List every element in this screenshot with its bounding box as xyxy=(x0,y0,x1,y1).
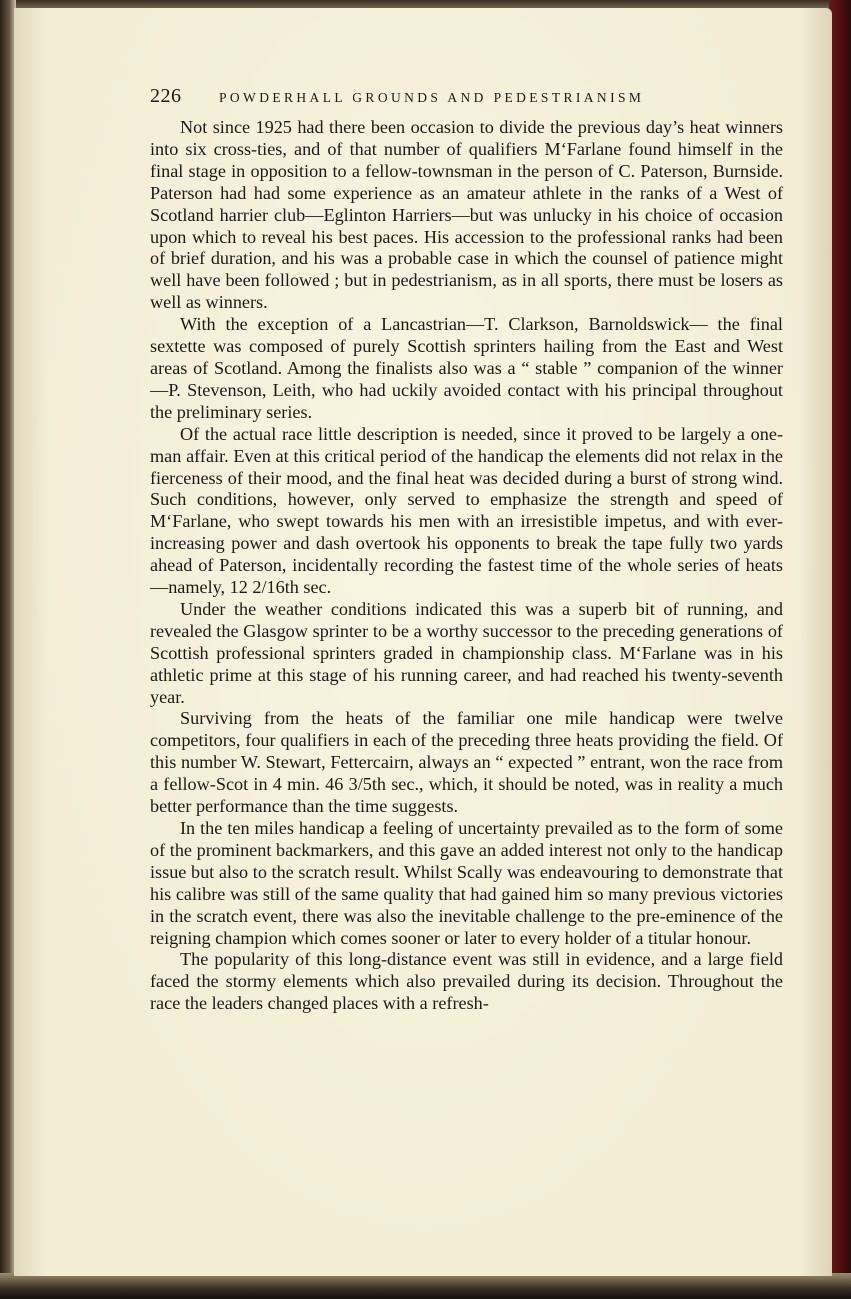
running-head: POWDERHALL GROUNDS AND PEDESTRIANISM xyxy=(219,90,645,105)
page-header xyxy=(150,85,750,113)
paragraph: In the ten miles handicap a feeling of uncertainty prevailed as to the form of some of the prominent backmarkers, and this gave an added interest not only to the handicap issue but also to the scratch result. Whilst Scally was endeavouring to demonstrate that his calibre was still of the same quality that had gained him so many previous victories in the scratch event, there was also the inevitable challenge to the pre-eminence of the reigning champion which comes sooner or later to every holder of a titular honour. xyxy=(150,818,783,948)
paragraph: Not since 1925 had there been occasion to divide the previous day’s heat winners into six cross-ties, and of that number of qualifiers M‘Farlane found himself in the final stage in opposition to a fellow-townsman in the person of C. Paterson, Burnside. Paterson had had some experience as an amateur athlete in the ranks of a West of Scotland harrier club—Eglinton Harriers—but was unlucky in his choice of occasion upon which to reveal his best paces. His accession to the professional ranks had been of brief duration, and his was a probable case in which the counsel of patience might well have been followed ; but in pedestrianism, as in all sports, there must be losers as well as winners. xyxy=(150,117,783,313)
paragraph: Of the actual race little description is needed, since it proved to be largely a one-man affair. Even at this critical period of the handicap the elements did not relax in the fierceness of their mood, and the final heat was decided during a burst of strong wind. Such conditions, however, only served to emphasize the strength and speed of M‘Farlane, who swept towards his men with an irresistible impetus, and with ever-increasing power and dash overtook his opponents to break the tape fully two yards ahead of Paterson, incidentally recording the fastest time of the whole series of heats—namely, 12 2/16th sec. xyxy=(150,423,783,598)
page-number: 226 xyxy=(150,85,182,107)
body-text xyxy=(150,117,783,1015)
paragraph: Surviving from the heats of the familiar one mile handicap were twelve competitors, four qualifiers in each of the preceding three heats providing the field. Of this number W. Stewart, Fettercairn, always an “ expected ” entrant, won the race from a fellow-Scot in 4 min. 46 3/5th sec., which, it should be noted, was in reality a much better performance than the time suggests. xyxy=(150,708,783,817)
paragraph: The popularity of this long-distance event was still in evidence, and a large field faced the stormy elements which also prevailed during its decision. Throughout the race the leaders changed places with a refresh- xyxy=(150,949,783,1014)
paragraph: Under the weather conditions indicated this was a superb bit of running, and revealed the Glasgow sprinter to be a worthy successor to the preceding generations of Scottish professional sprinters graded in championship class. M‘Farlane was in his athletic prime at this stage of his running career, and had reached his twenty-seventh year. xyxy=(150,598,783,707)
book-cover-edge xyxy=(829,0,851,1299)
page-bottom-edge xyxy=(0,1273,851,1299)
paragraph: With the exception of a Lancastrian—T. Clarkson, Barnoldswick— the final sextette was composed of purely Scottish sprinters hailing from the East and West areas of Scotland. Among the finalists also was a “ stable ” companion of the winner—P. Stevenson, Leith, who had uckily avoided contact with his principal throughout the preliminary series. xyxy=(150,314,783,422)
